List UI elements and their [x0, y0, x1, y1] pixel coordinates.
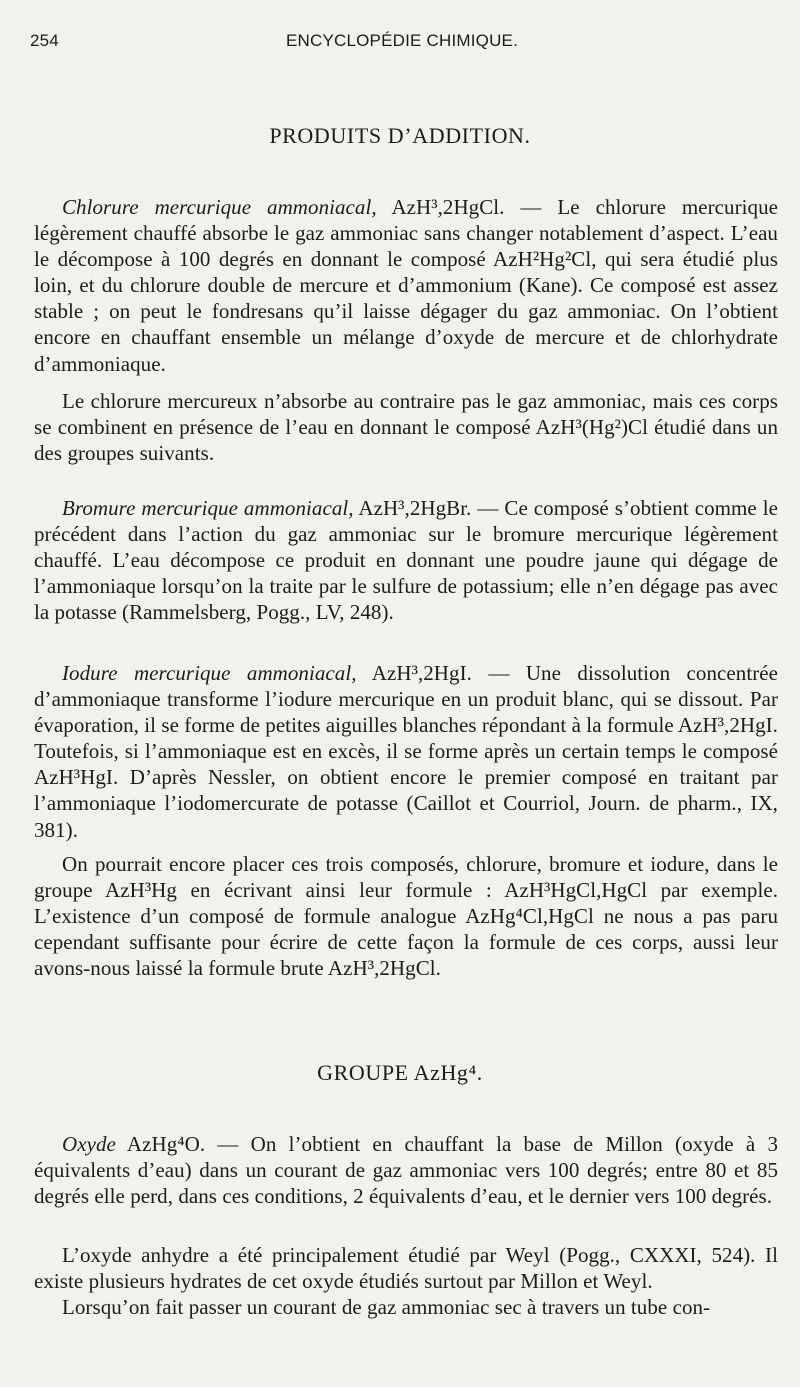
page-number: 254	[30, 31, 59, 50]
paragraph-chlorure-mercureux	[34, 388, 778, 466]
section-title-groupe-azhg4: GROUPE AzHg⁴.	[317, 1060, 483, 1085]
paragraph-bromure-mercurique	[34, 495, 778, 625]
paragraph-oxyde-anhydre	[34, 1242, 778, 1294]
paragraph-iodure-mercurique	[34, 660, 778, 843]
paragraph-trois-composes	[34, 851, 778, 981]
paragraph-text: AzH³,2HgCl. — Le chlorure mercurique légèrement chauffé absorbe le gaz ammoniac sans changer notablement d’aspect. L’eau le décompose à 100 degrés en donnant le composé AzH²Hg²Cl, qui sera étudié plus loin, et du chlorure double de mercure et d’ammonium (Kane). Ce composé est assez stable ; on peut le fondresans qu’il laisse dégager du gaz ammoniac. On l’obtient encore en chauffant ensemble un mélange d’oxyde de mercure et de chlorhydrate d’ammoniaque.	[34, 195, 778, 376]
paragraph-lead: Iodure mercurique ammoniacal,	[62, 661, 357, 685]
paragraph-text: Lorsqu’on fait passer un courant de gaz ammoniac sec à travers un tube con-	[62, 1295, 711, 1319]
paragraph-lead: Bromure mercurique ammoniacal,	[62, 496, 354, 520]
paragraph-oxyde	[34, 1131, 778, 1209]
running-title: ENCYCLOPÉDIE CHIMIQUE.	[285, 31, 519, 50]
paragraph-text: AzHg⁴O. — On l’obtient en chauffant la base de Millon (oxyde à 3 équivalents d’eau) dans un courant de gaz ammoniac vers 100 degrés; entre 80 et 85 degrés elle perd, dans ces conditions, 2 équivalents d’eau, et le dernier vers 100 degrés.	[34, 1132, 778, 1209]
paragraph-text: Le chlorure mercureux n’absorbe au contraire pas le gaz ammoniac, mais ces corps se combinent en présence de l’eau en donnant le composé AzH³(Hg²)Cl étudié dans un des groupes suivants.	[34, 389, 778, 466]
paragraph-lead: Chlorure mercurique ammoniacal,	[62, 195, 377, 219]
paragraph-text: AzH³,2HgI. — Une dissolution concentrée d’ammoniaque transforme l’iodure mercurique en un produit blanc, qui se dissout. Par évaporation, il se forme de petites aiguilles blanches répondant à la formule AzH³,2HgI. Toutefois, si l’ammoniaque est en excès, il se forme après un certain temps le composé AzH³HgI. D’après Nessler, on obtient encore le premier composé en traitant par l’ammoniaque l’iodomercurate de potasse (Caillot et Courriol, Journ. de pharm., IX, 381).	[34, 661, 778, 842]
paragraph-text: On pourrait encore placer ces trois composés, chlorure, bromure et iodure, dans le groupe AzH³Hg en écrivant ainsi leur formule : AzH³HgCl,HgCl par exemple. L’existence d’un composé de formule analogue AzHg⁴Cl,HgCl ne nous a pas paru cependant suffisante pour écrire de cette façon la formule de ces corps, aussi leur avons-nous laissé la formule brute AzH³,2HgCl.	[34, 852, 778, 981]
paragraph-text: AzH³,2HgBr. — Ce composé s’obtient comme le précédent dans l’action du gaz ammoniac sur le bromure mercurique légèrement chauffé. L’eau décompose ce produit en donnant une poudre jaune qui dégage de l’ammoniaque lorsqu’on la traite par le sulfure de potassium; elle n’en dégage pas avec la potasse (Rammelsberg, Pogg., LV, 248).	[34, 496, 778, 625]
paragraph-text: L’oxyde anhydre a été principalement étudié par Weyl (Pogg., CXXXI, 524). Il existe plusieurs hydrates de cet oxyde étudiés surtout par Millon et Weyl.	[34, 1243, 778, 1294]
paragraph-lead: Oxyde	[62, 1132, 116, 1156]
paragraph-courant-gaz	[34, 1294, 778, 1320]
paragraph-chlorure-mercurique	[34, 194, 778, 377]
section-title-produits-addition: PRODUITS D’ADDITION.	[269, 123, 531, 148]
